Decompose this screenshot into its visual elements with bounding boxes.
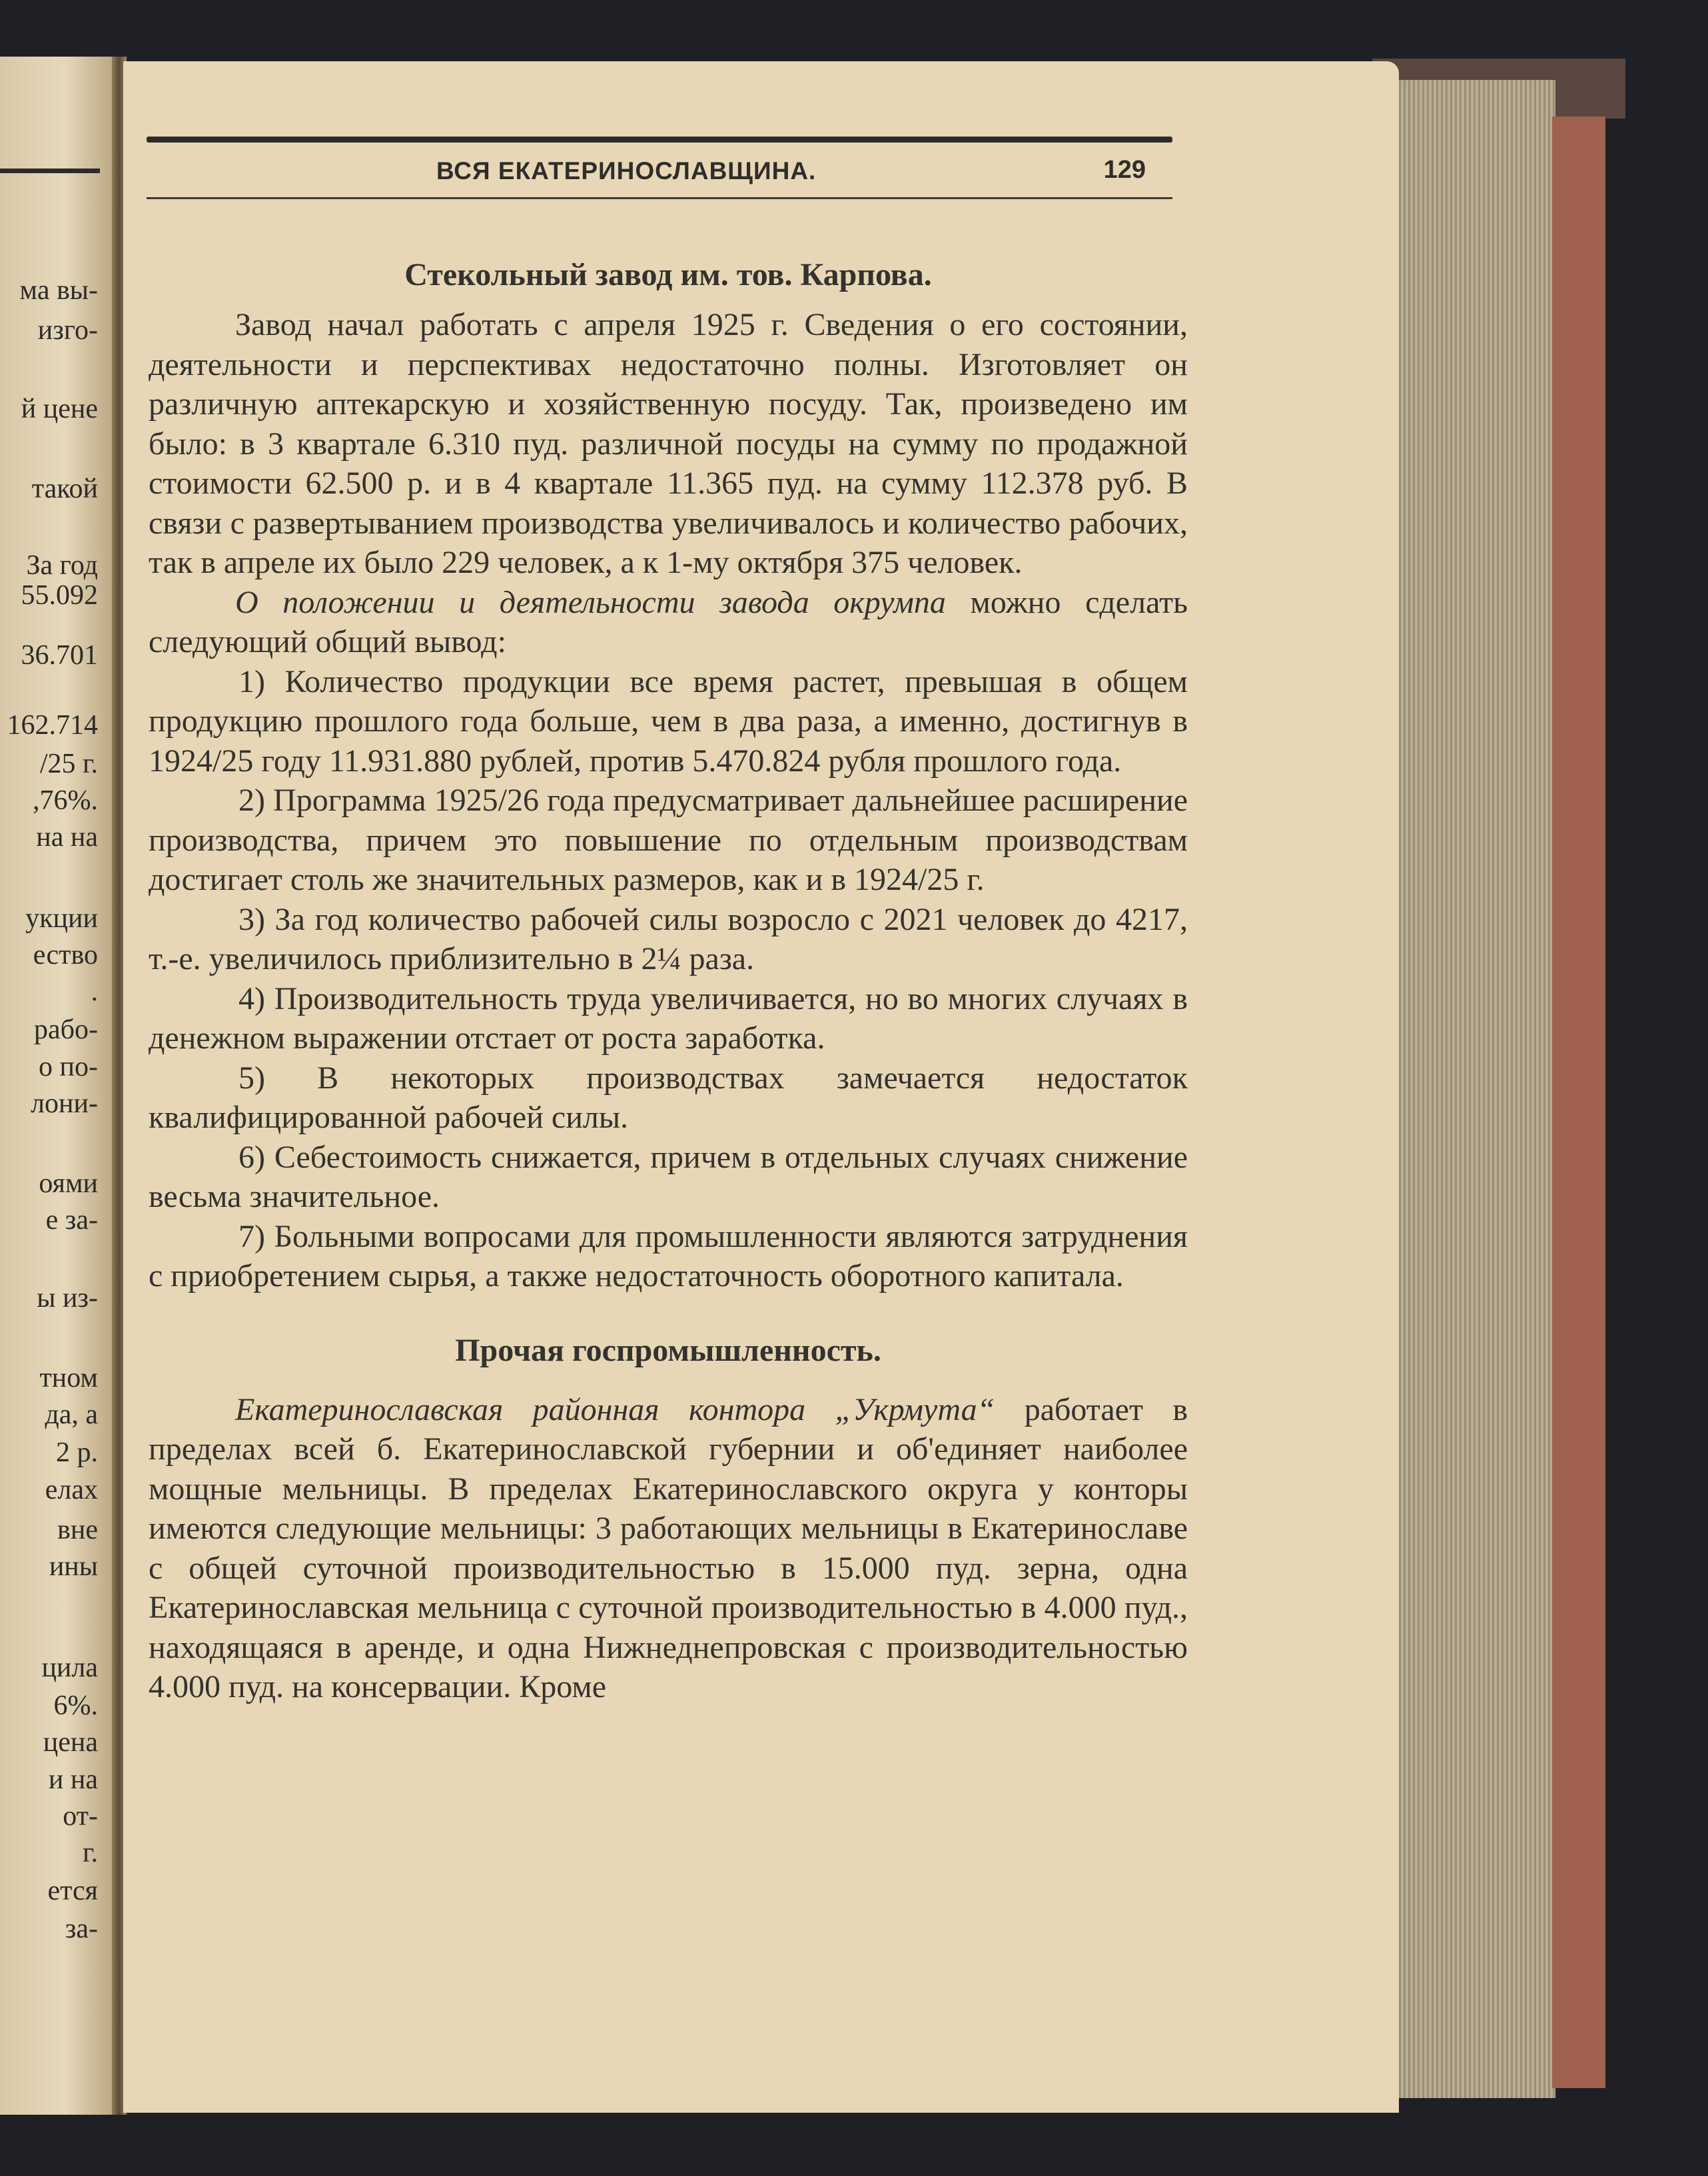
left-fragment: лони-	[31, 1088, 98, 1119]
left-fragment: такой	[31, 474, 98, 504]
header-title: ВСЯ ЕКАТЕРИНОСЛАВЩИНА.	[436, 157, 817, 184]
paragraph-text: работает в пределах всей б. Екатеринославской губернии и об'единяет наиболее мощные мельницы. В пределах Екатеринославского округа у конторы имеются следующие мельницы: 3 работающих мельницы в Екатеринославе с общей суточной производительностью в 15.000 пуд. зерна, одна Екатеринославская мельница с суточной производительностью в 4.000 пуд., находящаяся в аренде, и одна Нижнеднепровская с производительностью 4.000 пуд. на консервации. Кроме	[149, 1391, 1188, 1704]
left-fragment: цена	[43, 1727, 98, 1758]
left-fragment: .	[91, 976, 98, 1007]
numbered-item: 4) Производительность труда увеличивается, но во многих случаях в денежном выражении отстает от роста заработка.	[149, 980, 1188, 1056]
left-fragment: 55.092	[21, 580, 98, 611]
italic-lead: Екатеринославская районная контора „Укрмута“	[235, 1391, 995, 1427]
paragraph	[149, 1390, 1188, 1707]
left-page	[0, 57, 117, 2115]
left-fragment: оями	[39, 1168, 98, 1199]
left-fragment: е за-	[45, 1205, 98, 1236]
numbered-item: 3) За год количество рабочей силы возросло с 2021 человек до 4217, т.-е. увеличилось приблизительно в 2¼ раза.	[149, 901, 1188, 976]
left-fragment: ется	[47, 1876, 98, 1906]
paragraph: Завод начал работать с апреля 1925 г. Сведения о его состоянии, деятельности и перспективах недостаточно полны. Изготовляет он различную аптекарскую и хозяйственную посуду. Так, произведено им было: в 3 квартале 6.310 пуд. различной посуды на сумму по продажной стоимости 62.500 р. и в 4 квартале 11.365 пуд. на сумму 112.378 руб. В связи с развертыванием производства увеличивалось и количество рабочих, так в апреле их было 229 человек, а к 1-му октября 375 человек.	[149, 307, 1188, 580]
left-fragment: 36.701	[21, 640, 98, 671]
left-fragment: от-	[63, 1801, 98, 1832]
section-heading: Прочая госпромышленность.	[455, 1332, 881, 1368]
numbered-item: 1) Количество продукции все время растет, превышая в общем продукцию прошлого года больше, чем в два раза, а именно, достигнув в 1924/25 году 11.931.880 рублей, против 5.470.824 рубля прошлого года.	[149, 663, 1188, 779]
left-fragment: укции	[25, 903, 98, 934]
left-fragment: и на	[48, 1764, 98, 1795]
numbered-item: 5) В некоторых производствах замечается недостаток квалифицированной рабочей силы.	[149, 1060, 1188, 1135]
left-fragment: за-	[65, 1914, 98, 1944]
left-fragment: о по-	[39, 1052, 98, 1082]
header-thick-rule	[147, 137, 1172, 143]
left-fragment: /25 г.	[39, 749, 98, 779]
left-fragment: ма вы-	[19, 275, 98, 306]
numbered-item: 7) Больными вопросами для промышленности являются затруднения с приобретением сырья, а также недостаточность оборотного капитала.	[149, 1218, 1188, 1293]
left-fragment: ество	[33, 940, 98, 970]
page-body	[149, 256, 1188, 1707]
italic-lead: О положении и деятельности завода окрумпа	[235, 584, 946, 620]
left-fragment: вне	[57, 1515, 98, 1545]
book-cover-edge	[1552, 117, 1605, 2088]
numbered-item: 6) Себестоимость снижается, причем в отдельных случаях снижение весьма значительное.	[149, 1139, 1188, 1214]
left-fragment: ,76%.	[33, 785, 98, 816]
left-fragment: й цене	[21, 394, 98, 424]
left-fragment: рабо-	[34, 1014, 98, 1045]
left-fragment: изго-	[37, 315, 98, 346]
page-number: 129	[1103, 156, 1146, 184]
section-heading: Стекольный завод им. тов. Карпова.	[404, 257, 932, 292]
left-fragment: 2 р.	[56, 1437, 98, 1468]
left-page-header-rule	[0, 169, 100, 173]
page-block-edge	[1399, 80, 1555, 2098]
left-fragment: на на	[36, 822, 98, 853]
left-fragment: За год	[26, 550, 98, 581]
paragraph-text: можно сделать следующий общий вывод:	[149, 584, 1188, 659]
running-header	[147, 137, 1172, 199]
left-fragment: ы из-	[37, 1283, 98, 1313]
left-fragment: тном	[39, 1363, 98, 1393]
numbered-item: 2) Программа 1925/26 года предусматривает дальнейшее расширение производства, причем это повышение по отдельным производствам достигает столь же значительных размеров, как и в 1924/25 г.	[149, 783, 1188, 897]
left-fragment: 6%.	[53, 1690, 98, 1721]
left-fragment: г.	[83, 1838, 98, 1868]
left-fragment: ины	[49, 1551, 98, 1582]
left-fragment: да, а	[45, 1399, 98, 1430]
header-thin-rule	[147, 197, 1172, 199]
left-fragment: цила	[41, 1652, 98, 1683]
left-fragment: 162.714	[7, 710, 98, 741]
left-fragment: елах	[45, 1475, 98, 1505]
paragraph	[149, 583, 1188, 662]
